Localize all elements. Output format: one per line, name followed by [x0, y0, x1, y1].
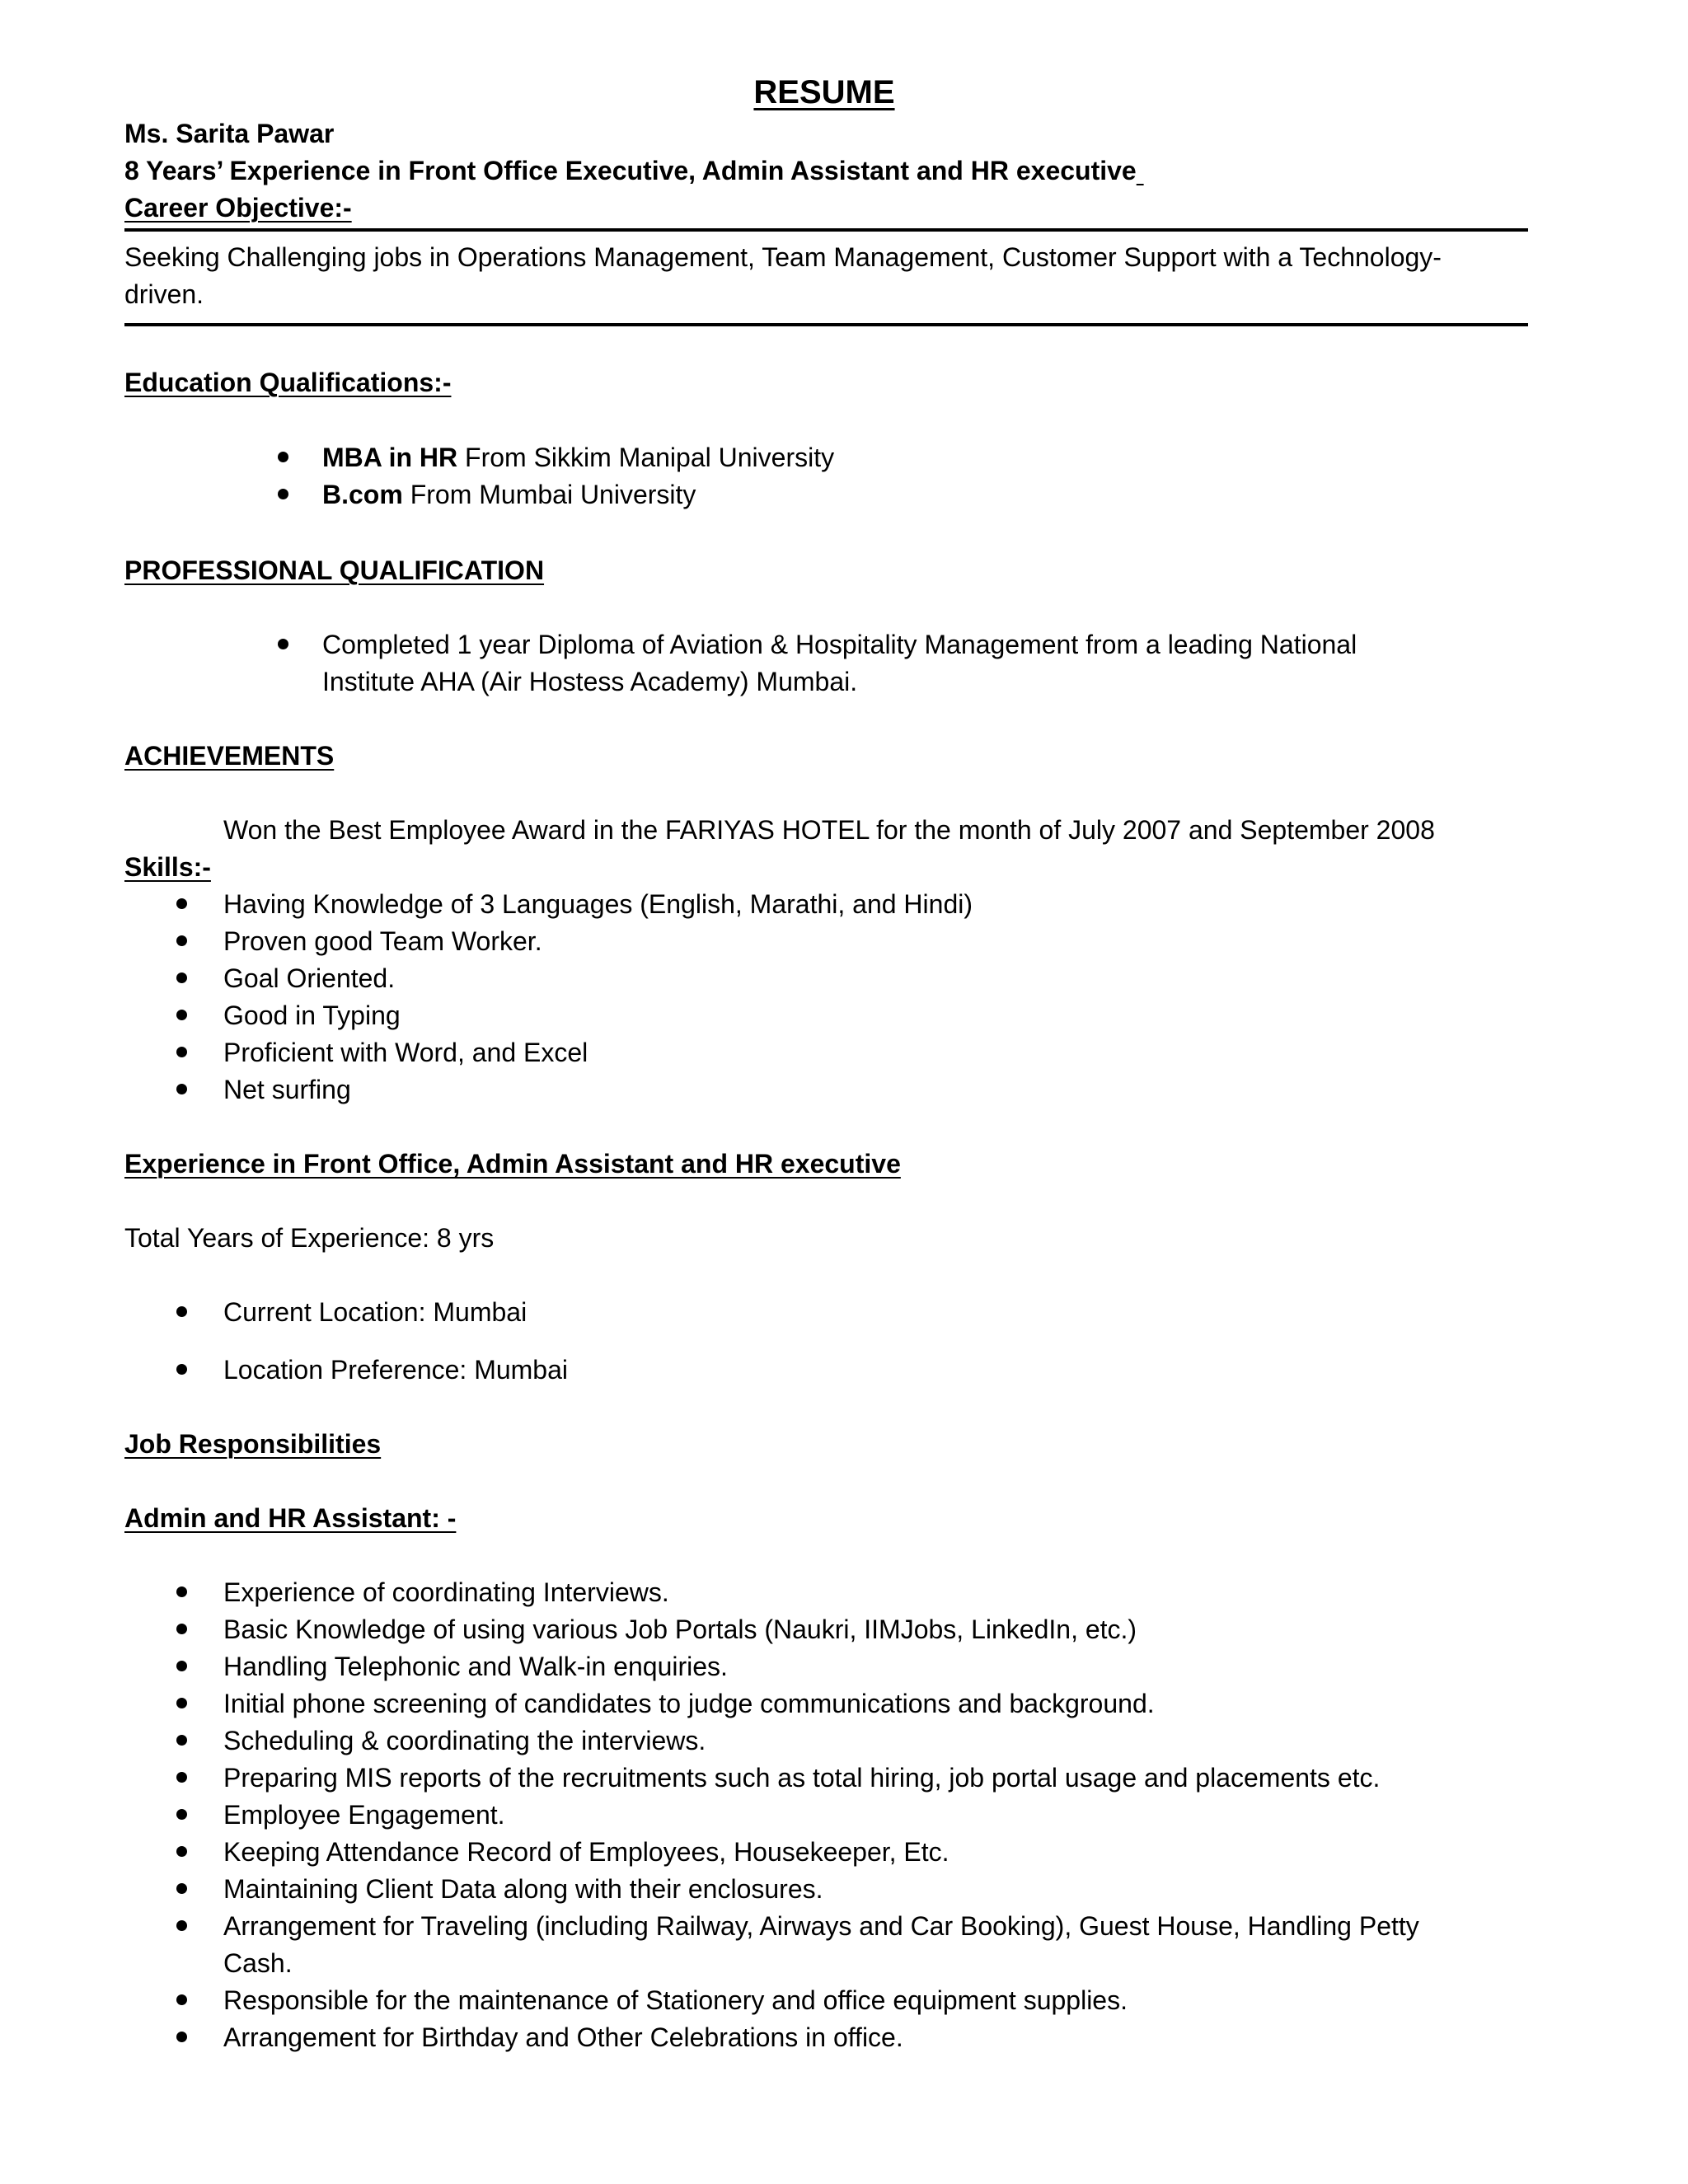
- bullet-icon: [278, 489, 288, 499]
- responsibility-item: Experience of coordinating Interviews.: [223, 1577, 669, 1607]
- current-location: Current Location: Mumbai: [223, 1297, 528, 1327]
- bullet-icon: [176, 2032, 187, 2042]
- responsibility-item: Arrangement for Birthday and Other Celebrations in office.: [223, 2022, 903, 2052]
- career-objective-heading: Career Objective:-: [124, 193, 352, 223]
- responsibility-item: Handling Telephonic and Walk-in enquiries.: [223, 1652, 728, 1681]
- skill-item: Proven good Team Worker.: [223, 926, 542, 956]
- skill-item: Goal Oriented.: [223, 963, 396, 993]
- education-item-bcom: B.com From Mumbai University: [322, 480, 696, 509]
- experience-heading: Experience in Front Office, Admin Assistant and HR executive: [124, 1149, 901, 1179]
- bullet-icon: [278, 639, 288, 649]
- achievements-heading: ACHIEVEMENTS: [124, 741, 335, 771]
- achievement-text: Won the Best Employee Award in the FARIYAS HOTEL for the month of July 2007 and September 2008: [223, 815, 1435, 845]
- responsibility-item: Scheduling & coordinating the interviews.: [223, 1726, 706, 1755]
- career-objective-line-1: Seeking Challenging jobs in Operations Management, Team Management, Customer Support with a Technology-: [124, 242, 1442, 272]
- bullet-icon: [176, 1994, 187, 2005]
- top-divider: [124, 228, 1528, 232]
- responsibility-item: Employee Engagement.: [223, 1800, 505, 1830]
- bullet-icon: [176, 935, 187, 946]
- location-preference: Location Preference: Mumbai: [223, 1355, 568, 1385]
- responsibility-item: Preparing MIS reports of the recruitments such as total hiring, job portal usage and placements etc.: [223, 1763, 1381, 1793]
- education-item-mba: MBA in HR From Sikkim Manipal University: [322, 443, 835, 472]
- skill-item: Good in Typing: [223, 1001, 401, 1030]
- bullet-icon: [176, 972, 187, 983]
- bullet-icon: [176, 1883, 187, 1894]
- skill-item: Proficient with Word, and Excel: [223, 1038, 588, 1067]
- responsibility-item: Keeping Attendance Record of Employees, Housekeeper, Etc.: [223, 1837, 950, 1867]
- bullet-icon: [176, 1698, 187, 1708]
- bullet-icon: [176, 1364, 187, 1375]
- responsibility-item: Responsible for the maintenance of Stationery and office equipment supplies.: [223, 1985, 1128, 2015]
- bullet-icon: [176, 1920, 187, 1931]
- candidate-headline: 8 Years’ Experience in Front Office Executive, Admin Assistant and HR executive: [124, 156, 1137, 185]
- bullet-icon: [176, 1846, 187, 1857]
- education-heading: Education Qualifications:-: [124, 368, 452, 397]
- skills-heading: Skills:-: [124, 852, 211, 882]
- bullet-icon: [176, 1047, 187, 1057]
- bullet-icon: [176, 1586, 187, 1597]
- bullet-icon: [176, 1306, 187, 1317]
- professional-line-1: Completed 1 year Diploma of Aviation & Hospitality Management from a leading National: [322, 630, 1357, 659]
- admin-hr-assistant-heading: Admin and HR Assistant: -: [124, 1503, 457, 1533]
- candidate-name: Ms. Sarita Pawar: [124, 119, 335, 148]
- total-experience: Total Years of Experience: 8 yrs: [124, 1223, 495, 1253]
- bullet-icon: [176, 1735, 187, 1746]
- bullet-icon: [176, 1809, 187, 1820]
- responsibility-item: Basic Knowledge of using various Job Portals (Naukri, IIMJobs, LinkedIn, etc.): [223, 1615, 1137, 1644]
- bottom-divider: [124, 323, 1528, 326]
- job-responsibilities-heading: Job Responsibilities: [124, 1429, 382, 1459]
- bullet-icon: [176, 1624, 187, 1634]
- bullet-icon: [278, 452, 288, 462]
- responsibility-item-continuation: Cash.: [223, 1948, 293, 1978]
- professional-qualification-heading: PROFESSIONAL QUALIFICATION: [124, 555, 545, 585]
- responsibility-item: Initial phone screening of candidates to judge communications and background.: [223, 1689, 1155, 1718]
- resume-title: RESUME: [753, 74, 895, 110]
- bullet-icon: [176, 898, 187, 909]
- bullet-icon: [176, 1010, 187, 1020]
- skill-item: Net surfing: [223, 1075, 351, 1104]
- career-objective-line-2: driven.: [124, 279, 204, 309]
- bullet-icon: [176, 1772, 187, 1783]
- skill-item: Having Knowledge of 3 Languages (English, Marathi, and Hindi): [223, 889, 973, 919]
- bullet-icon: [176, 1661, 187, 1671]
- bullet-icon: [176, 1084, 187, 1094]
- responsibility-item: Arrangement for Traveling (including Railway, Airways and Car Booking), Guest House, Handling Petty: [223, 1911, 1419, 1941]
- responsibility-item: Maintaining Client Data along with their enclosures.: [223, 1874, 823, 1904]
- professional-line-2: Institute AHA (Air Hostess Academy) Mumbai.: [322, 667, 858, 696]
